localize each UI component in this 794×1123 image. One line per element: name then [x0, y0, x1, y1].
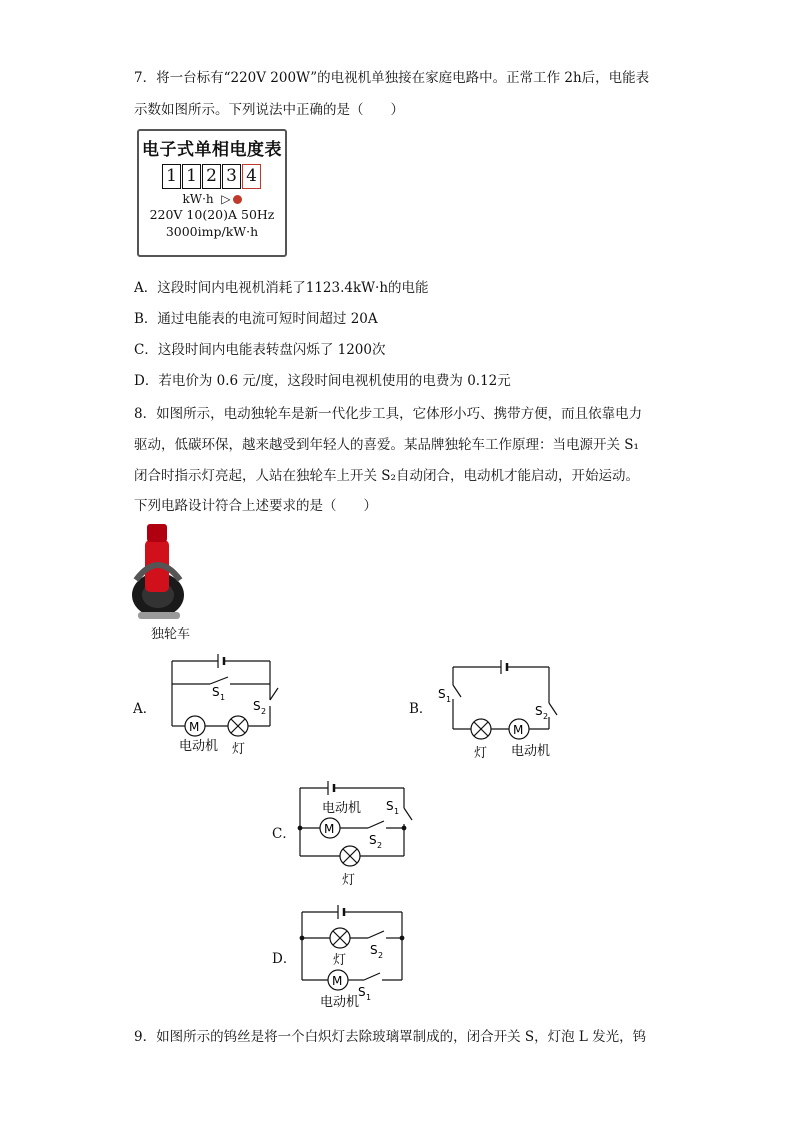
meter-title: 电子式单相电度表 [142, 140, 282, 160]
switch-s1-subscript: 1 [366, 993, 372, 1002]
lamp-label: 灯 [333, 953, 347, 968]
q7-option-a: A．这段时间内电视机消耗了1123.4kW·h的电能 [134, 280, 429, 296]
meter-digit: 1 [182, 164, 201, 189]
electric-meter-figure [137, 129, 287, 257]
lamp-label: 灯 [342, 873, 356, 888]
meter-spec-1: 220V 10(20)A 50Hz [149, 207, 275, 222]
q7-option-b: B．通过电能表的电流可短时间超过 20A [134, 311, 378, 327]
circuit-c-diagram [292, 778, 422, 890]
meter-digits [139, 164, 285, 189]
q7-stem-line1: 7．将一台标有“220V 200W”的电视机单独接在家庭电路中。正常工作 2h后，电能表 [134, 70, 650, 86]
meter-digit: 2 [202, 164, 221, 189]
switch-s2-label: S [370, 943, 378, 957]
motor-symbol-label: M [513, 723, 524, 737]
unicycle-caption: 独轮车 [151, 627, 191, 642]
switch-s1-subscript: 1 [394, 807, 400, 816]
circuit-d-label: D． [272, 951, 297, 967]
circuit-a-diagram [160, 650, 290, 758]
q9-stem-line1: 9．如图所示的钨丝是将一个白炽灯去除玻璃罩制成的，闭合开关 S，灯泡 L 发光，钨 [134, 1029, 647, 1045]
meter-digit-decimal: 4 [242, 164, 261, 189]
meter-unit-row [139, 192, 285, 206]
lamp-label: 灯 [474, 746, 488, 761]
meter-unit: kW·h [182, 192, 214, 206]
meter-digit: 3 [222, 164, 241, 189]
switch-s2-label: S [253, 699, 261, 713]
switch-s2-subscript: 2 [377, 841, 383, 850]
indicator-led-icon [233, 195, 242, 204]
q8-stem-line1: 8．如图所示，电动独轮车是新一代化步工具，它体形小巧、携带方便，而且依靠电力 [134, 406, 643, 422]
motor-label: 电动机 [511, 744, 551, 759]
q7-option-c: C．这段时间内电能表转盘闪烁了 1200次 [134, 342, 386, 358]
meter-digit: 1 [162, 164, 181, 189]
circuit-b-diagram [435, 657, 565, 765]
switch-s1-label: S [358, 985, 366, 999]
motor-symbol-label: M [189, 720, 200, 734]
circuit-d-diagram [292, 902, 422, 1014]
circuit-c-label: C． [272, 826, 296, 842]
circuit-b-label: B． [409, 701, 433, 717]
switch-s1-label: S [438, 687, 446, 701]
switch-s2-label: S [535, 704, 543, 718]
lamp-label: 灯 [232, 742, 246, 757]
switch-s2-subscript: 2 [378, 951, 384, 960]
motor-symbol-label: M [332, 974, 343, 988]
q7-stem-line2: 示数如图所示。下列说法中正确的是（ ） [134, 102, 404, 118]
switch-s1-label: S [212, 685, 220, 699]
motor-label: 电动机 [179, 739, 219, 754]
switch-s2-label: S [369, 833, 377, 847]
q8-stem-line2: 驱动，低碳环保，越来越受到年轻人的喜爱。某品牌独轮车工作原理：当电源开关 S₁ [134, 437, 639, 453]
motor-symbol-label: M [324, 822, 335, 836]
motor-label: 电动机 [322, 801, 362, 816]
q8-stem-line3: 闭合时指示灯亮起，人站在独轮车上开关 S₂自动闭合，电动机才能启动，开始运动。 [134, 468, 639, 484]
switch-s1-subscript: 1 [220, 693, 226, 702]
unicycle-image [128, 520, 188, 620]
switch-s2-subscript: 2 [543, 712, 549, 721]
q7-option-d: D．若电价为 0.6 元/度，这段时间电视机使用的电费为 0.12元 [134, 373, 511, 389]
motor-label: 电动机 [320, 995, 360, 1010]
meter-spec-2: 3000imp/kW·h [165, 224, 259, 239]
q8-stem-line4: 下列电路设计符合上述要求的是（ ） [134, 498, 377, 514]
switch-s2-subscript: 2 [261, 707, 267, 716]
circuit-a-label: A． [133, 701, 157, 717]
switch-s1-label: S [386, 799, 394, 813]
pulse-arrow-icon: ▷ [221, 192, 231, 206]
switch-s1-subscript: 1 [446, 695, 452, 704]
